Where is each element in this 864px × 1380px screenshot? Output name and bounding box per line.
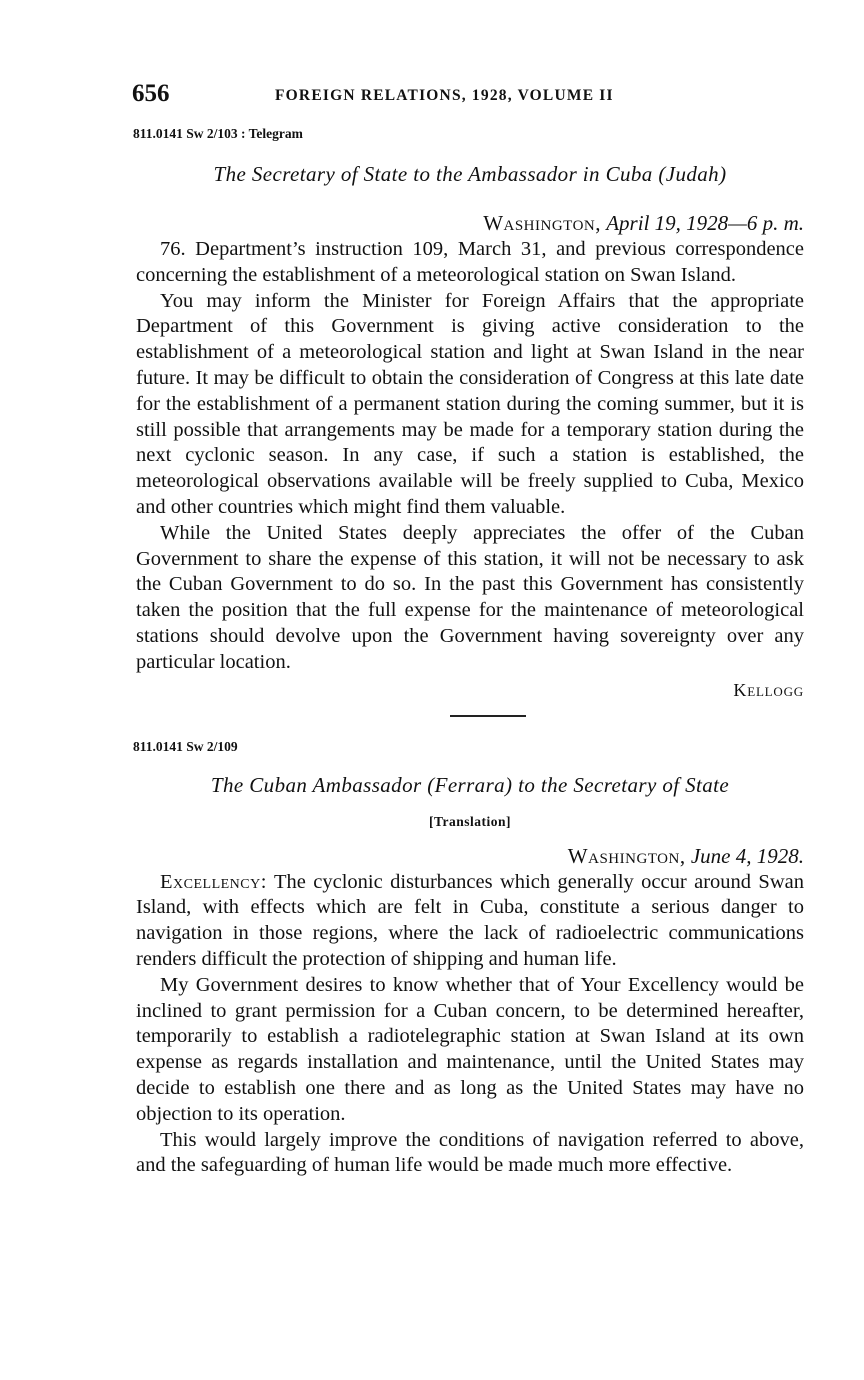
file-reference: 811.0141 Sw 2/103 : Telegram	[133, 126, 303, 141]
paragraph-text: The cyclonic disturbances which generally occur around Swan Island, with effects which are felt in Cuba, constitute a serious danger to navigation in those regions, where the lack of radioelectric communications renders difficult the protection of shipping and human life.	[136, 870, 804, 970]
dateline-date: April 19, 1928—6 p. m.	[606, 211, 804, 235]
document-telegram	[133, 126, 804, 701]
document-heading: The Secretary of State to the Ambassador in Cuba (Judah)	[213, 162, 727, 186]
running-title: FOREIGN RELATIONS, 1928, VOLUME II	[275, 87, 614, 104]
document-page	[132, 78, 804, 1179]
paragraph: You may inform the Minister for Foreign Affairs that the appropriate Department of this Government is giving active consideration to the establishment of a meteorological station and light at Swan Island in the near future. It may be difficult to obtain the consideration of Congress at this late date for the establishment of a permanent station during the coming summer, but it is still possible that arrangements may be made for a temporary station during the next cyclonic season. In any case, if such a station is established, the meteorological observations available will be freely supplied to Cuba, Mexico and other countries which might find them valuable.	[136, 289, 804, 518]
document-letter	[133, 738, 804, 1180]
document-heading: The Cuban Ambassador (Ferrara) to the Secretary of State	[210, 772, 730, 797]
salutation: Excellency:	[160, 870, 267, 893]
page-number: 656	[132, 80, 170, 107]
translation-note: [Translation]	[428, 813, 511, 829]
dateline-date: June 4, 1928.	[690, 843, 804, 868]
paragraph: 76. Department’s instruction 109, March 31, and previous correspondence concerning the establishment of a meteorological station on Swan Island.	[136, 238, 804, 286]
signature: Kellogg	[733, 679, 804, 700]
dateline-place: Washington,	[567, 843, 686, 868]
running-header	[132, 78, 804, 114]
paragraph: This would largely improve the conditions of navigation referred to above, and the safeguarding of human life would be made much more effective.	[136, 1128, 804, 1177]
paragraph: While the United States deeply appreciates the offer of the Cuban Government to share the expense of this station, it will not be necessary to ask the Cuban Government to do so. In the past this Government has consistently taken the position that the full expense for the maintenance of meteorological stations should devolve upon the Government having sovereignty over any particular location.	[136, 521, 804, 673]
dateline	[136, 211, 804, 236]
paragraph	[136, 870, 804, 973]
file-reference: 811.0141 Sw 2/109	[133, 738, 238, 754]
section-divider	[450, 715, 526, 717]
dateline	[136, 844, 804, 869]
dateline-place: Washington,	[483, 211, 601, 235]
paragraph: My Government desires to know whether that of Your Excellency would be inclined to grant permission for a Cuban concern, to be determined hereafter, temporarily to establish a radiotelegraphic station at Swan Island at its own expense as regards installation and maintenance, until the United States may decide to establish one there and as long as the United States may have no objection to its operation.	[136, 973, 804, 1125]
